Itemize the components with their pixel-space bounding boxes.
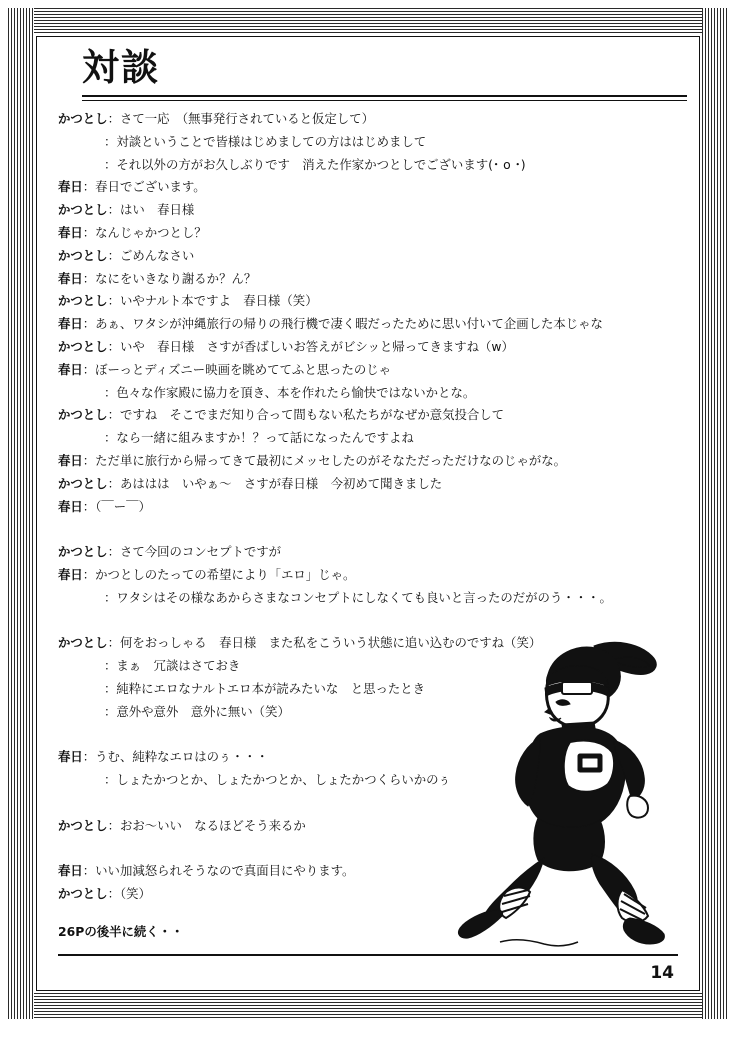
dialogue-line: [58, 496, 686, 519]
decorative-border-right: [702, 8, 728, 1019]
dialogue-separator: ：: [82, 452, 96, 468]
paragraph-spacer: [58, 610, 686, 633]
dialogue-line: [58, 313, 686, 336]
dialogue-text: それ以外の方がお久しぶりです 消えた作家かつとしでございます(･ o ･): [116, 156, 526, 172]
dialogue-text: ですね そこでまだ知り合って間もない私たちがなぜか意気投合して: [119, 407, 505, 423]
dialogue-separator: ：: [107, 407, 120, 423]
page-number: 14: [650, 963, 674, 983]
dialogue-line: [58, 290, 686, 313]
dialogue-line: [58, 359, 686, 382]
dialogue-text: かつとしのたっての希望により「エロ」じゃ。: [95, 566, 356, 582]
dialogue-separator: ：: [104, 703, 117, 719]
dialogue-separator: ：: [104, 430, 117, 446]
dialogue-separator: ：: [82, 361, 96, 377]
dialogue-speaker: 春日: [58, 179, 83, 195]
dialogue-separator: ：: [82, 179, 96, 195]
dialogue-text: なら一緒に組みますか！？って話になったんですよね: [116, 430, 414, 446]
dialogue-text: あははは いやぁ〜 さすが春日様 今初めて聞きました: [119, 475, 443, 491]
dialogue-speaker: 春日: [58, 498, 83, 514]
dialogue-text: なんじゃかつとし？: [95, 224, 207, 240]
page-title-block: [82, 48, 682, 89]
dialogue-text: ただ単に旅行から帰ってきて最初にメッセしたのがそなただっただけなのじゃがな。: [95, 452, 567, 468]
decorative-border-bottom: [8, 993, 728, 1019]
dialogue-line: [58, 473, 686, 496]
dialogue-line: [58, 541, 686, 564]
dialogue-text: （￣ー￣）: [95, 498, 151, 514]
dialogue-text: なにをいきなり謝るか？ん？: [95, 270, 257, 286]
dialogue-text: うむ、純粋なエロはのぅ・・・: [95, 749, 269, 765]
continuation-note: 26Pの後半に続く・・: [58, 924, 184, 939]
dialogue-speaker: かつとし: [58, 111, 108, 126]
title-underline: [82, 95, 687, 101]
dialogue-separator: ：: [82, 498, 96, 514]
dialogue-separator: ：: [82, 863, 96, 879]
dialogue-text: 意外や意外 意外に無い（笑）: [116, 703, 290, 719]
dialogue-text: 春日でございます。: [95, 179, 206, 195]
dialogue-text: 純粋にエロなナルトエロ本が読みたいな と思ったとき: [116, 680, 426, 696]
dialogue-speaker: かつとし: [58, 886, 108, 902]
dialogue-speaker: 春日: [58, 316, 83, 332]
dialogue-line: [58, 404, 686, 427]
page-content: [44, 42, 692, 985]
dialogue-separator: ：: [107, 635, 120, 651]
dialogue-speaker: かつとし: [58, 247, 108, 263]
dialogue-text: いや 春日様 さすが香ばしいお答えがビシッと帰ってきますね（w）: [119, 338, 514, 354]
dialogue-separator: ：: [107, 886, 120, 902]
dialogue-separator: ：: [82, 749, 96, 765]
dialogue-text: はい 春日様: [119, 202, 195, 218]
dialogue-separator: ：: [107, 338, 120, 354]
dialogue-speaker: 春日: [58, 863, 83, 879]
dialogue-separator: ：: [82, 566, 96, 582]
dialogue-text: 何をおっしゃる 春日様 また私をこういう状態に追い込むのですね（笑）: [119, 635, 542, 651]
dialogue-speaker: 春日: [58, 749, 83, 765]
dialogue-speaker: かつとし: [58, 202, 108, 218]
dialogue-speaker: 春日: [58, 452, 83, 468]
dialogue-separator: ：: [104, 658, 117, 674]
dialogue-continuation: [58, 154, 686, 177]
dialogue-continuation: [58, 587, 686, 610]
dialogue-text: あぁ、ワタシが沖縄旅行の帰りの飛行機で凄く暇だったために思い付いて企画した本じゃな: [95, 316, 603, 332]
dialogue-separator: ：: [107, 247, 120, 263]
dialogue-speaker: かつとし: [58, 407, 108, 423]
dialogue-speaker: かつとし: [58, 544, 108, 560]
dialogue-text: さて今回のコンセプトですが: [119, 544, 282, 560]
dialogue-separator: ：: [82, 316, 96, 332]
dialogue-text: ごめんなさい: [119, 247, 195, 263]
paragraph-spacer: [58, 518, 686, 541]
dialogue-separator: ：: [107, 202, 120, 218]
dialogue-line: [58, 176, 686, 199]
dialogue-separator: ：: [107, 475, 120, 491]
page-title: 対談: [82, 46, 160, 89]
dialogue-text: さて一応 （無事発行されていると仮定して）: [119, 111, 374, 126]
dialogue-separator: ：: [104, 589, 117, 605]
dialogue-separator: ：: [104, 133, 117, 149]
dialogue-speaker: かつとし: [58, 817, 108, 833]
dialogue-text: いい加減怒られそうなので真面目にやります。: [95, 863, 355, 879]
dialogue-text: おお〜いい なるほどそう来るか: [119, 817, 306, 833]
dialogue-text: いやナルト本ですよ 春日様（笑）: [119, 293, 318, 309]
dialogue-speaker: かつとし: [58, 475, 108, 491]
dialogue-line: [58, 222, 686, 245]
dialogue-line: [58, 108, 686, 131]
decorative-border-top: [8, 8, 728, 34]
dialogue-text: ぼーっとディズニー映画を眺めててふと思ったのじゃ: [95, 361, 392, 377]
dialogue-speaker: 春日: [58, 270, 83, 286]
running-ninja-boy-illustration: [444, 638, 694, 968]
dialogue-separator: ：: [82, 224, 96, 240]
dialogue-continuation: [58, 131, 686, 154]
dialogue-line: [58, 450, 686, 473]
dialogue-text: （笑）: [119, 886, 151, 902]
dialogue-separator: ：: [82, 270, 96, 286]
dialogue-separator: ：: [104, 772, 117, 788]
dialogue-separator: ：: [107, 293, 120, 309]
dialogue-continuation: [58, 382, 686, 405]
dialogue-text: 対談ということで皆様はじめましての方ははじめまして: [116, 133, 427, 149]
dialogue-separator: ：: [104, 156, 117, 172]
dialogue-speaker: かつとし: [58, 293, 108, 309]
dialogue-text: ワタシはその様なあからさまなコンセプトにしなくても良いと言ったのだがのう・・・。: [116, 589, 612, 605]
dialogue-line: [58, 564, 686, 587]
dialogue-speaker: かつとし: [58, 338, 108, 354]
dialogue-line: [58, 199, 686, 222]
dialogue-text: しょたかつとか、しょたかつとか、しょたかつくらいかのぅ: [116, 772, 451, 788]
dialogue-separator: ：: [104, 680, 117, 696]
dialogue-separator: ：: [107, 544, 120, 560]
dialogue-continuation: [58, 427, 686, 450]
dialogue-line: [58, 268, 686, 291]
dialogue-speaker: 春日: [58, 224, 83, 240]
dialogue-speaker: かつとし: [58, 635, 108, 651]
dialogue-separator: ：: [107, 817, 120, 833]
dialogue-separator: ：: [104, 384, 117, 400]
dialogue-line: [58, 336, 686, 359]
dialogue-line: [58, 245, 686, 268]
decorative-border-left: [8, 8, 34, 1019]
dialogue-separator: ：: [107, 111, 120, 126]
dialogue-text: まぁ 冗談はさておき: [116, 658, 241, 674]
dialogue-text: 色々な作家殿に協力を頂き、本を作れたら愉快ではないかとな。: [116, 384, 476, 400]
dialogue-speaker: 春日: [58, 361, 83, 377]
dialogue-speaker: 春日: [58, 566, 83, 582]
